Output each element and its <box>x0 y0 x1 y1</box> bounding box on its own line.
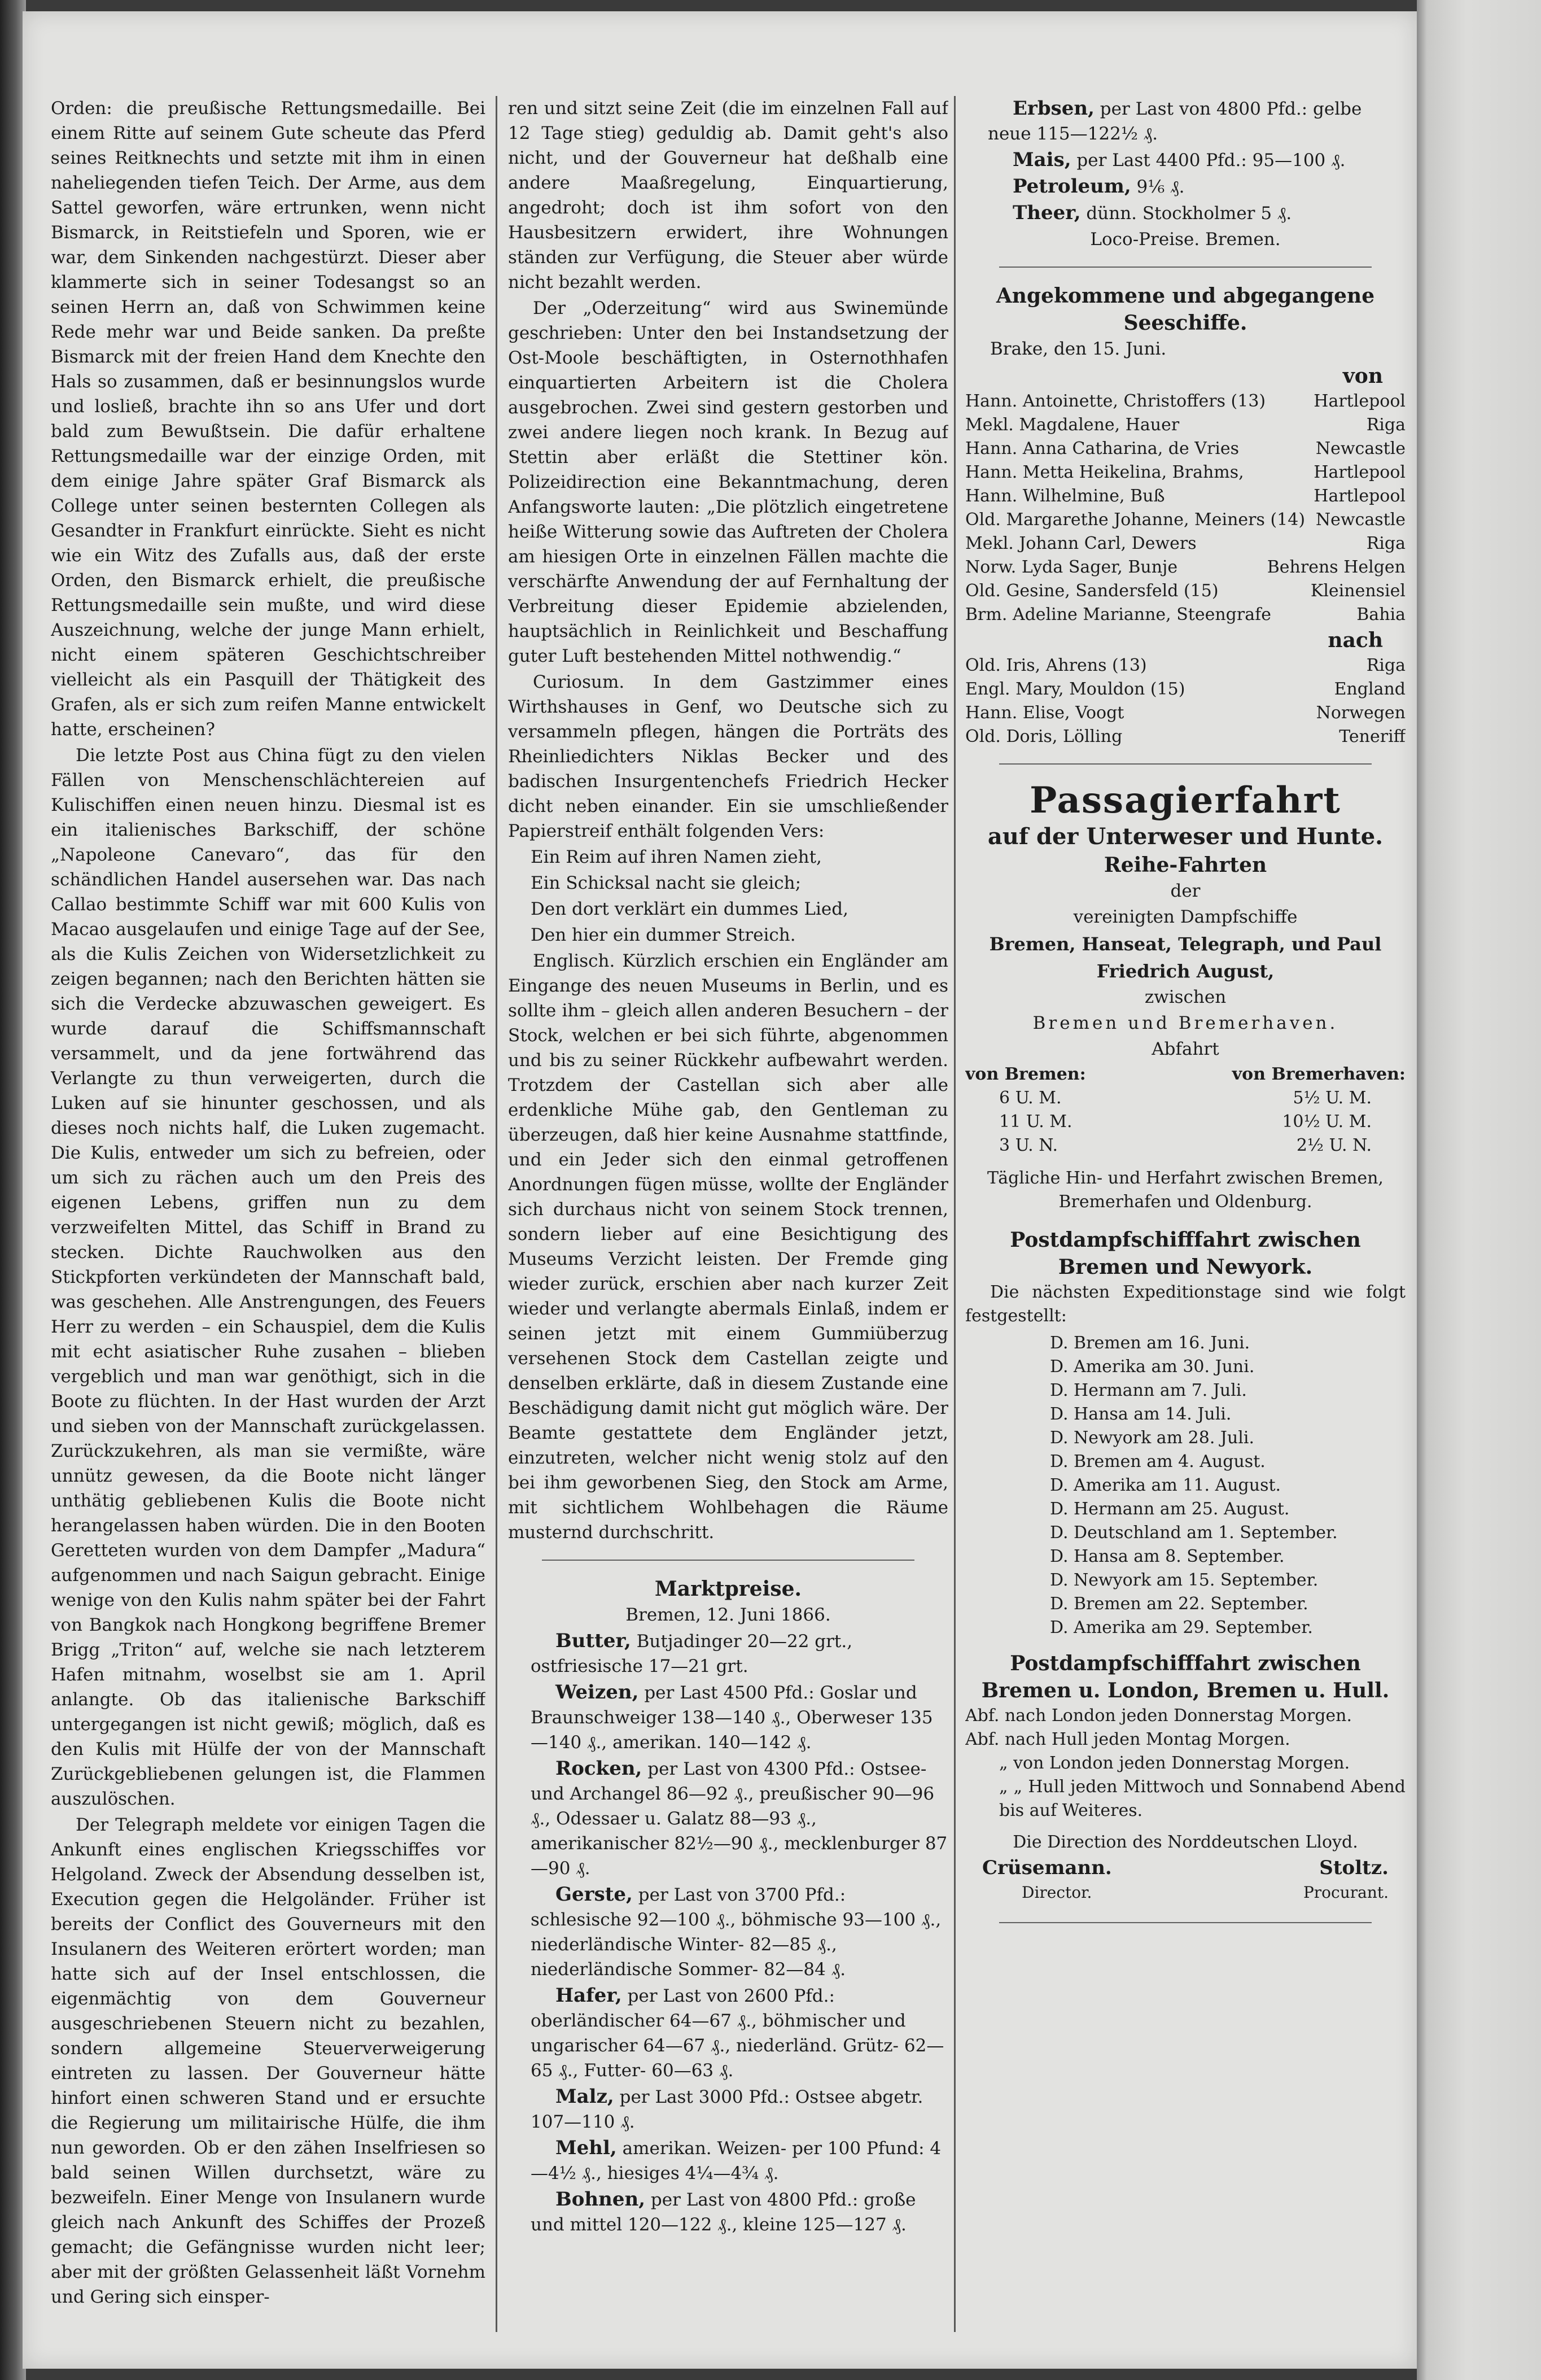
ship-port: Riga <box>1366 534 1406 553</box>
london-line: Abf. nach London jeden Donnerstag Morgen. <box>965 1706 1352 1726</box>
ship-port: Norwegen <box>1316 703 1406 723</box>
ship-row <box>965 508 1406 532</box>
ship-port: Riga <box>1366 415 1406 435</box>
market-item <box>508 1756 948 1881</box>
ship-name: Hann. Metta Heikelina, Brahms, <box>965 462 1244 482</box>
ship-port: Riga <box>1366 656 1406 675</box>
ship-row <box>965 725 1406 749</box>
commodity-prices: Butjadinger 20—22 grt., ostfriesische 17—21 grt. <box>531 1631 853 1676</box>
market-title: Marktpreise. <box>654 1577 802 1601</box>
from-label: von Bremen: <box>965 1064 1086 1084</box>
ny-date: D. Newyork am 15. September. <box>1050 1570 1319 1590</box>
von-label: von <box>1342 364 1383 388</box>
ship-name: Norw. Lyda Sager, Bunje <box>965 557 1178 577</box>
ship-name: Hann. Elise, Voogt <box>965 703 1124 723</box>
ferry-title: Passagierfahrt <box>1030 779 1341 822</box>
market-item <box>965 96 1406 146</box>
ferry-abfahrt: Abfahrt <box>1152 1039 1219 1059</box>
column-3 <box>965 96 1406 2349</box>
column-1 <box>51 96 485 2349</box>
time-from: 6 U. M. <box>999 1088 1062 1108</box>
ny-date: D. Hermann am 7. Juli. <box>1050 1381 1247 1400</box>
ferry-schedule-header <box>965 1063 1406 1086</box>
section-divider <box>542 1560 914 1561</box>
ferry-daily: Tägliche Hin- und Herfahrt zwischen Bremen, Bremerhafen und Oldenburg. <box>987 1168 1384 1212</box>
ship-row <box>965 390 1406 413</box>
commodity-name: Mehl, <box>555 2137 617 2159</box>
ny-title: Postdampfschifffahrt zwischen Bremen und Newyork. <box>1010 1228 1361 1279</box>
london-line: „ „ Hull jeden Mittwoch und Sonnabend Abend bis auf Weiteres. <box>999 1777 1406 1820</box>
commodity-prices: per Last von 3700 Pfd.: schlesische 92—100 ₰., böhmische 93—100 ₰., niederländische Winter- 82—85 ₰., niederländische Sommer- 82—84 ₰. <box>531 1885 942 1980</box>
commodity-prices: per Last von 4300 Pfd.: Ostsee- und Archangel 86—92 ₰., preußischer 90—96 ₰., Odessaer u. Galatz 88—93 ₰., amerikanischer 82½—90 ₰., mecklenburger 87—90 ₰. <box>531 1759 948 1879</box>
verse-line: Ein Schicksal nacht sie gleich; <box>531 873 802 893</box>
commodity-prices: per Last von 4800 Pfd.: gelbe neue 115—122½ ₰. <box>988 99 1362 144</box>
article-kuli-ship: Die letzte Post aus China fügt zu den vielen Fällen von Menschenschlächtereien auf Kulischiffen einen neuen hinzu. Diesmal ist es ein italienisches Barkschiff, der schöne „Napoleone Canevaro“, das für den schändlichen Handel ausersehen war. Das nach Callao bestimmte Schiff war mit 600 Kulis von Macao ausgelaufen und einige Tage auf der See, als die Kulis Zeichen von Widersetzlichkeit zu zeigen begannen; nach den Berichten hätten sie sich die Verdecke abzuwaschen geweigert. Es wurde darauf die Schiffsmannschaft versammelt, und da jene fortwährend das Verlangte zu thun verweigerten, durch die Luken auf sie hinunter geschossen, und als dieses noch nichts half, die Luken zugemacht. Die Kulis, entweder um sich zu befreien, oder um sich zu rächen auch um den Preis des eigenen Lebens, griffen nun zu dem verzweifelten Mittel, das Schiff in Brand zu stecken. Dichte Rauchwolken aus den Stickpforten verkündeten der Mannschaft bald, was geschehen. Alle Anstrengungen, des Feuers Herr zu werden – ein Schauspiel, dem die Kulis mit echt asiatischer Ruhe zusahen – blieben vergeblich und man war genöthigt, sich in die Boote zu flüchten. In der Hast wurden der Arzt und sieben von der Mannschaft zurückgelassen. Zurückzukehren, als man sie vermißte, wäre unnütz gewesen, da die Boote nicht länger unthätig gebliebenen Kulis die Boote nicht herangelassen haben würden. Die in den Booten Geretteten wurden von dem Dampfer „Madura“ aufgenommen und nach Saigun gebracht. Einige wenige von den Kulis nahm später bei der Fahrt von Bangkok nach Hongkong begriffene Bremer Brigg „Triton“ auf, welche sie nach letzterem Hafen mitnahm, woselbst sie am 1. April anlangte. Ob das italienische Barkschiff untergegangen ist nicht gewiß; möglich, daß es den Kulis mit Hülfe der von der Mannschaft Zurückgebliebenen gelungen ist, die Flammen auszulöschen. <box>51 745 485 1809</box>
column-2 <box>508 96 948 2349</box>
ferry-schedule <box>965 1086 1406 1158</box>
commodity-name: Bohnen, <box>555 2188 646 2211</box>
ferry-ships: Bremen, Hanseat, Telegraph, und Paul Friedrich August, <box>989 933 1382 982</box>
ship-name: Old. Margarethe Johanne, Meiners (14) <box>965 510 1306 530</box>
commodity-prices: per Last 4500 Pfd.: Goslar und Braunschweiger 138—140 ₰., Oberweser 135—140 ₰., amerikan. 140—142 ₰. <box>531 1683 933 1753</box>
ship-port: Hartlepool <box>1314 486 1406 506</box>
signature-title: Procurant. <box>1303 1883 1389 1902</box>
market-item <box>965 200 1406 226</box>
ship-name: Old. Iris, Ahrens (13) <box>965 656 1147 675</box>
ny-date: D. Hansa am 8. September. <box>1050 1547 1285 1566</box>
ship-name: Hann. Anna Catharina, de Vries <box>965 439 1240 458</box>
article-curiosum: Curiosum. In dem Gastzimmer eines Wirthshauses in Genf, wo Deutsche sich zu versammeln pflegen, hängen die Porträts des Rheinliedichters Niklas Becker und des badischen Insurgentenchefs Friedrich Hecker dicht neben einander. Ein sie umschließender Papierstreif enthält folgenden Vers: <box>508 672 948 841</box>
nach-label: nach <box>1328 628 1383 652</box>
ships-title: Angekommene und abgegangene Seeschiffe. <box>996 284 1375 335</box>
ship-row <box>965 603 1406 627</box>
ship-port: Kleinensiel <box>1310 581 1406 601</box>
ship-name: Engl. Mary, Mouldon (15) <box>965 679 1185 699</box>
commodity-name: Mais, <box>1013 149 1071 171</box>
ny-date: D. Hansa am 14. Juli. <box>1050 1404 1232 1424</box>
market-item <box>508 2187 948 2237</box>
commodity-name: Hafer, <box>555 1984 622 2007</box>
article-englisch: Englisch. Kürzlich erschien ein Engländer am Eingange des neuen Museums in Berlin, und es sollte ihm – gleich allen anderen Besuchern – der Stock, welchen er bei sich führte, abgenommen und bis zu seiner Rückkehr aufbewahrt werden. Trotzdem der Castellan sich aber alle erdenkliche Mühe gab, den Gentleman zu überzeugen, daß hier keine Ausnahme stattfinde, und ein Jeder sich den einmal getroffenen Anordnungen fügen müsse, wollte der Engländer sich durchaus nicht von seinem Stock trennen, sondern lieber auf eine Besichtigung des Museums Verzicht leisten. Der Fremde ging wieder zurück, erschien aber nach kurzer Zeit wieder und verlangte abermals Einlaß, indem er seinen jetzt mit einem Gummiüberzug versehenen Stock dem Castellan zeigte und denselben erklärte, daß in diesem Zustande eine Beschädigung damit nicht gut möglich wäre. Der Beamte gestattete dem Engländer jetzt, einzutreten, welcher nicht wenig stolz auf den bei ihm geworbenen Sieg, den Stock am Arme, mit sichtlichem Wohlbehagen die Räume musternd durchschritt. <box>508 951 948 1543</box>
commodity-name: Butter, <box>555 1630 631 1652</box>
article-cholera: Der „Oderzeitung“ wird aus Swinemünde geschrieben: Unter den bei Instandsetzung der Ost-Moole beschäftigten, in Osternothhafen einquartierten Arbeitern ist die Cholera ausgebrochen. Zwei sind gestern gestorben und zwei andere liegen noch krank. In Bezug auf Stettin aber erläßt die Stettiner kön. Polizeidirection eine Bekanntmachung, deren Anfangsworte lauten: „Die plötzlich eingetretene heiße Witterung sowie das Auftreten der Cholera am hiesigen Orte in einzelnen Fällen machte die verschärfte Anwendung der auf Fernhaltung der Verbreitung dieser Epidemie abzielenden, hauptsächlich in Reinlichkeit und Beschaffung guter Luft bestehenden Mittel nothwendig.“ <box>508 298 948 666</box>
commodity-name: Malz, <box>555 2085 614 2108</box>
signature-title: Director. <box>1022 1883 1092 1902</box>
ship-row <box>965 678 1406 701</box>
time-to: 5½ U. M. <box>1293 1088 1372 1108</box>
ship-row <box>965 484 1406 508</box>
ship-row <box>965 532 1406 556</box>
to-label: von Bremerhaven: <box>1232 1064 1406 1084</box>
commodity-name: Weizen, <box>555 1681 639 1704</box>
ship-row <box>965 413 1406 437</box>
ship-port: Newcastle <box>1315 439 1406 458</box>
column-rule-2 <box>954 96 956 2332</box>
ny-intro: Die nächsten Expeditionstage sind wie folgt festgestellt: <box>965 1282 1406 1326</box>
market-item <box>508 1628 948 1679</box>
ship-row <box>965 556 1406 579</box>
ships-dateline: Brake, den 15. Juni. <box>990 339 1167 359</box>
ny-date-list <box>965 1331 1406 1640</box>
commodity-prices: per Last 4400 Pfd.: 95—100 ₰. <box>1076 150 1346 171</box>
market-item <box>508 2084 948 2134</box>
lloyd-direction: Die Direction des Norddeutschen Lloyd. <box>1013 1832 1358 1852</box>
ny-date: D. Amerika am 11. August. <box>1050 1475 1281 1495</box>
ferry-route: Bremen und Bremerhaven. <box>1032 1013 1338 1033</box>
ny-date: D. Deutschland am 1. September. <box>1050 1523 1338 1543</box>
ship-port: England <box>1334 679 1406 699</box>
ny-date: D. Bremen am 4. August. <box>1050 1452 1266 1471</box>
ny-date: D. Newyork am 28. Juli. <box>1050 1428 1254 1448</box>
ship-name: Old. Doris, Lölling <box>965 727 1123 746</box>
time-from: 11 U. M. <box>999 1112 1072 1132</box>
commodity-name: Erbsen, <box>1013 97 1095 120</box>
ship-port: Newcastle <box>1315 510 1406 530</box>
section-divider <box>999 763 1372 765</box>
schedule-row <box>965 1110 1406 1134</box>
time-to: 2½ U. N. <box>1296 1136 1372 1155</box>
arrived-ships-list <box>965 390 1406 627</box>
london-lines <box>965 1704 1406 1823</box>
section-divider <box>999 267 1372 268</box>
ship-port: Teneriff <box>1339 727 1406 746</box>
ship-row <box>965 461 1406 484</box>
london-title: Postdampfschifffahrt zwischen Bremen u. London, Bremen u. Hull. <box>981 1652 1390 1702</box>
time-from: 3 U. N. <box>999 1136 1058 1155</box>
newspaper-page <box>23 11 1417 2369</box>
ship-row <box>965 579 1406 603</box>
ship-row <box>965 654 1406 678</box>
commodity-prices: per Last von 4800 Pfd.: große und mittel 120—122 ₰., kleine 125—127 ₰. <box>531 2190 916 2235</box>
ship-name: Mekl. Johann Carl, Dewers <box>965 534 1197 553</box>
ferry-vereinigt: vereinigten Dampfschiffe <box>1073 907 1298 927</box>
article-helgoland: Der Telegraph meldete vor einigen Tagen die Ankunft eines englischen Kriegsschiffes vor Helgoland. Zweck der Absendung desselben ist, Execution gegen die Helgoländer. Früher ist bereits der Conflict des Gouverneurs mit den Insulanern des Weiteren erörtert worden; man hatte sich auf der Insel entschlossen, die eigenmächtig von dem Gouverneur ausgeschriebenen Steuern nicht zu bezahlen, sondern allgemeine Steuerverweigerung eintreten zu lassen. Der Gouverneur hätte hinfort einen schweren Stand und er ersuchte die Regierung um militairische Hülfe, die ihm nun geworden. Ob er den zähen Inselfriesen so bald seinen Willen durchsetzt, wäre zu bezweifeln. Einer Menge von Insulanern wurde gleich nach Ankunft des Schiffes der Prozeß gemacht; die Gefängnisse wurden nicht leer; aber mit der größten Gelassenheit läßt Vornehm und Gering sich einsper- <box>51 1815 485 2307</box>
ship-row <box>965 701 1406 725</box>
commodity-name: Gerste, <box>555 1883 633 1906</box>
ship-name: Brm. Adeline Marianne, Steengrafe <box>965 605 1271 625</box>
ship-name: Hann. Antoinette, Christoffers (13) <box>965 391 1266 411</box>
market-dateline: Bremen, 12. Juni 1866. <box>625 1605 831 1625</box>
signature-name: Stoltz. <box>1319 1857 1389 1879</box>
london-line: Abf. nach Hull jeden Montag Morgen. <box>965 1730 1290 1749</box>
commodity-prices: per Last von 2600 Pfd.: oberländischer 64—67 ₰., böhmischer und ungarischer 64—67 ₰., niederländ. Grütz- 62—65 ₰., Futter- 60—63 ₰. <box>531 1986 944 2081</box>
ferry-subtitle: auf der Unterweser und Hunte. <box>987 823 1384 850</box>
schedule-row <box>965 1134 1406 1158</box>
commodity-prices: 9⅙ ₰. <box>1136 177 1185 197</box>
market-item <box>965 174 1406 199</box>
verse-line: Ein Reim auf ihren Namen zieht, <box>531 847 822 867</box>
ny-date: D. Amerika am 29. September. <box>1050 1618 1313 1637</box>
commodity-name: Rocken, <box>555 1757 642 1780</box>
article-bismarck: Orden: die preußische Rettungsmedaille. Bei einem Ritte auf seinem Gute scheute das Pferd seines Reitknechts und setzte mit ihm in einen naheliegenden tiefen Teich. Der Arme, aus dem Sattel geworfen, wäre ertrunken, wenn nicht Bismarck, in Reitstiefeln und Sporen, wie er war, dem Sinkenden nachgestürzt. Dieser aber klammerte sich in seiner Todesangst so an seinen Herrn an, daß von Schwimmen keine Rede mehr war und Beide sanken. Da preßte Bismarck mit der freien Hand dem Knechte den Hals so zusammen, daß er besinnungslos wurde und losließ, brachte ihn so ans Ufer und dort bald zum Bewußtsein. Die dafür erhaltene Rettungsmedaille war der einzige Orden, mit dem einige Jahre später Graf Bismarck als College unter seinen besternten Collegen als Gesandter in Frankfurt einrückte. Sieht es nicht wie ein Witz des Zufalls aus, daß der erste Orden, den Bismarck erhielt, die preußische Rettungsmedaille sein mußte, und wird diese Auszeichnung, welche der junge Mann erhielt, nicht einem späteren Geschichtschreiber vielleicht als ein Pasquill der Thätigkeit des Grafen, als er sich zum reifen Manne entwickelt hatte, erscheinen? <box>51 98 485 740</box>
market-item <box>965 147 1406 173</box>
ship-name: Mekl. Magdalene, Hauer <box>965 415 1180 435</box>
ship-name: Hann. Wilhelmine, Buß <box>965 486 1165 506</box>
ferry-reihe: Reihe-Fahrten <box>1104 853 1267 877</box>
commodity-prices: amerikan. Weizen- per 100 Pfund: 4—4½ ₰., hiesiges 4¼—4¾ ₰. <box>531 2138 942 2184</box>
ship-port: Hartlepool <box>1314 391 1406 411</box>
ny-date: D. Amerika am 30. Juni. <box>1050 1357 1255 1377</box>
signature-name: Crüsemann. <box>982 1857 1112 1879</box>
ship-port: Hartlepool <box>1314 462 1406 482</box>
signatures <box>965 1855 1406 1880</box>
article-helgoland-cont: ren und sitzt seine Zeit (die im einzelnen Fall auf 12 Tage stieg) geduldig ab. Damit geht's also nicht, und der Gouverneur hat deßhalb eine andere Maaßregelung, Einquartierung, angedroht; doch ist ihm sofort von den Hausbesitzern erwidert, ihre Wohnungen ständen zur Verfügung, die Steuer aber würde nicht bezahlt werden. <box>508 98 948 292</box>
ferry-zwischen: zwischen <box>1144 987 1227 1007</box>
market-item <box>508 1680 948 1755</box>
market-item <box>508 1882 948 1982</box>
ny-date: D. Bremen am 16. Juni. <box>1050 1333 1250 1353</box>
london-line: „ von London jeden Donnerstag Morgen. <box>999 1753 1350 1773</box>
departed-ships-list <box>965 654 1406 749</box>
verse-line: Den dort verklärt ein dummes Lied, <box>531 899 848 919</box>
ship-port: Behrens Helgen <box>1267 557 1406 577</box>
scan-margin-right <box>1417 0 1541 2380</box>
commodity-prices: per Last 3000 Pfd.: Ostsee abgetr. 107—110 ₰. <box>531 2087 923 2132</box>
market-item <box>508 1983 948 2083</box>
ferry-der: der <box>1170 881 1201 901</box>
verse-line: Den hier ein dummer Streich. <box>531 925 796 945</box>
ny-date: D. Hermann am 25. August. <box>1050 1499 1290 1519</box>
section-divider <box>999 1922 1372 1923</box>
commodity-prices: dünn. Stockholmer 5 ₰. <box>1086 203 1292 224</box>
signature-titles <box>965 1880 1406 1905</box>
ship-row <box>965 437 1406 461</box>
time-to: 10½ U. M. <box>1282 1112 1372 1132</box>
schedule-row <box>965 1086 1406 1110</box>
market-item <box>508 2136 948 2186</box>
ny-date: D. Bremen am 22. September. <box>1050 1594 1308 1614</box>
loco-note: Loco-Preise. Bremen. <box>1090 229 1281 250</box>
market-list <box>508 1628 948 2237</box>
column-rule-1 <box>496 96 497 2332</box>
commodity-name: Theer, <box>1013 202 1081 224</box>
ship-port: Bahia <box>1356 605 1406 625</box>
commodity-name: Petroleum, <box>1013 175 1131 198</box>
ship-name: Old. Gesine, Sandersfeld (15) <box>965 581 1219 601</box>
